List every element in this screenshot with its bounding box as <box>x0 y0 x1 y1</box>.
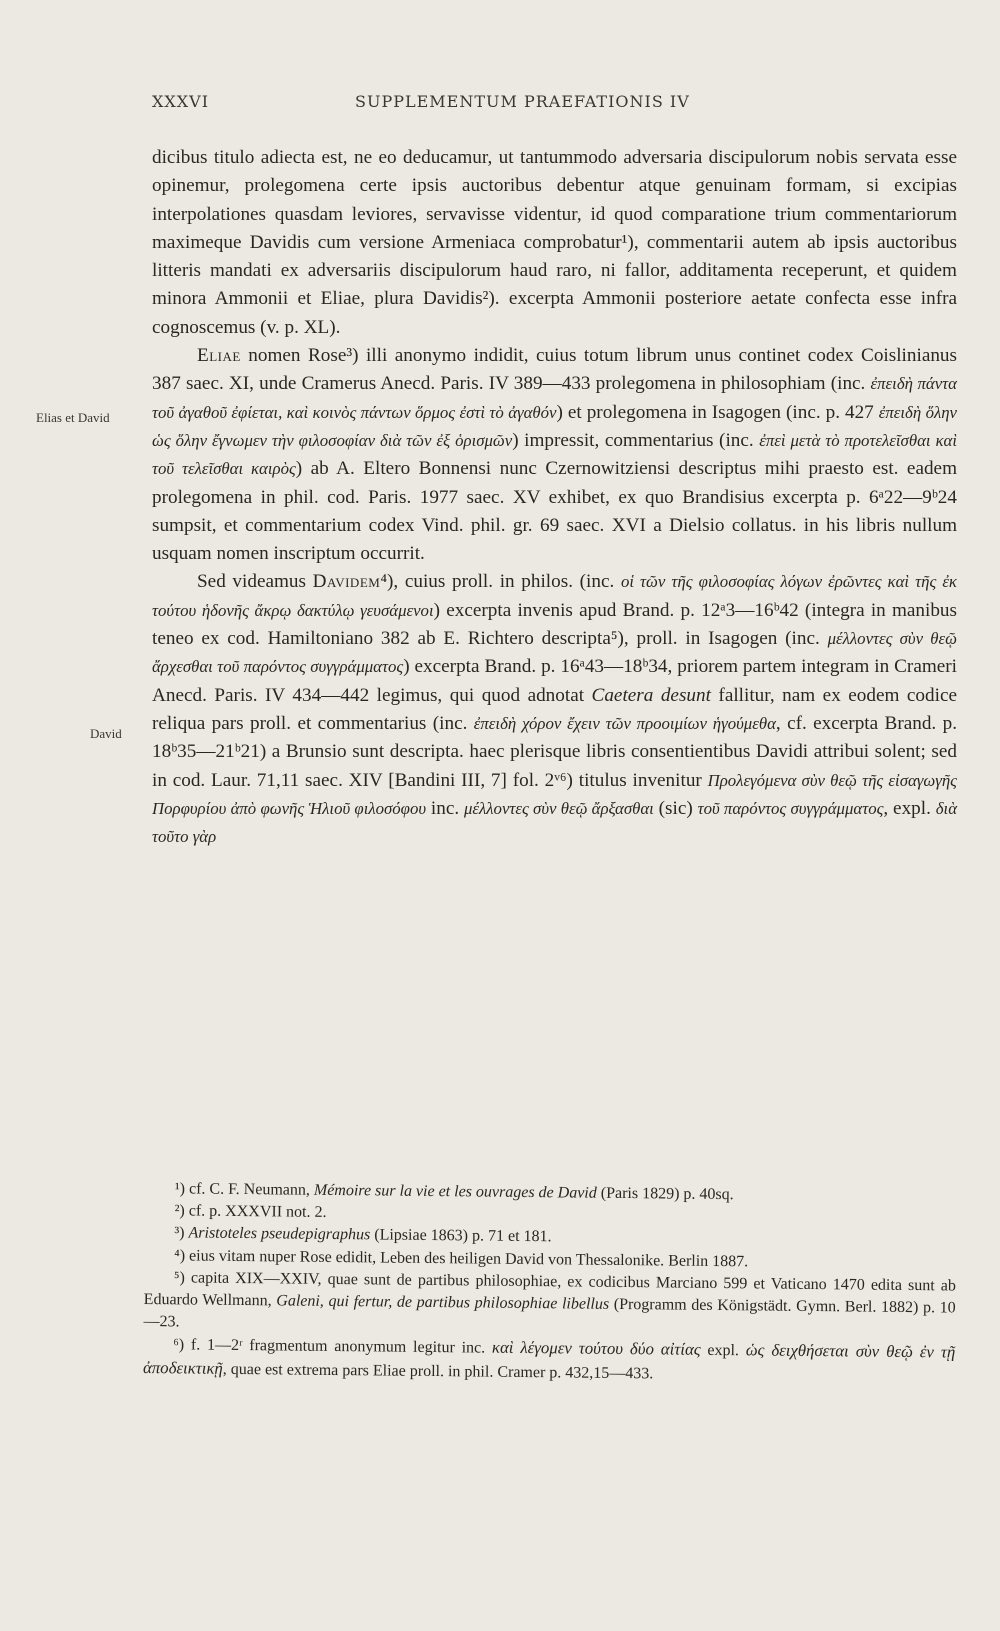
greek-quote: μέλλοντες σὺν θεῷ ἄρξασθαι <box>463 798 654 818</box>
greek-quote: μέλλοντες σὺν θεῷ ἄρχεσθαι τοῦ παρόντος συγγράμματος <box>152 629 957 677</box>
paragraph-1: dicibus titulo adiecta est, ne eo deducamur, ut tantummodo adversaria discipulorum nobis servata esse opinemur, prolegomena certe ipsis auctoribus debentur atque genuinam formam, si excipias interpolationes quasdam leviores, servavisse videntur, id quod comparatione trium commentariorum maximeque Davidis cum versione Armeniaca comprobatur¹), commentarii autem ab ipsis auctoribus litteris mandati ex adversariis discipulorum haud raro, ni fallor, additamenta receperunt, et quidem minora Ammonii et Eliae, plura Davidis²). excerpta Ammonii posteriore aetate confecta esse infra cognoscemus (v. p. XL). <box>152 147 957 338</box>
footnote-2: ²) cf. p. XXXVII not. 2. <box>174 1202 327 1222</box>
margin-note-elias-david: Elias et David <box>36 410 110 425</box>
greek-quote: ἐπειδὴ πάντα τοῦ ἀγαθοῦ ἐφίεται, καὶ κοινὸς πάντων ὅρμος ἐστὶ τὸ ἀγαθόν <box>152 374 957 422</box>
footnote-5: ⁵) capita XIX—XXIV, quae sunt de partibus philosophiae, ex codicibus Marciano 599 et Vaticano 1470 edita sunt ab Eduardo Wellmann, Galeni, qui fertur, de partibus philosophiae libellus (Programm des Königstädt. Gymn. Berl. 1882) p. 10—23. <box>143 1269 957 1331</box>
paragraph-3: Sed videamus Davidem⁴), cuius proll. in philos. (inc. οἱ τῶν τῆς φιλοσοφίας λόγων ἐρῶντες καὶ τῆς ἐκ τούτου ἡδονῆς ἄκρῳ δακτύλῳ γευσάμενοι) excerpta invenis apud Brand. p. 12ᵃ3—16ᵇ42 (integra in manibus teneo ex cod. Hamiltoniano 382 ab E. Richtero descripta⁵), proll. in Isagogen (inc. μέλλοντες σὺν θεῷ ἄρχεσθαι τοῦ παρόντος συγγράμματος) excerpta Brand. p. 16ᵃ43—18ᵇ34, priorem partem integram in Crameri Anecd. Paris. IV 434—442 legimus, qui quod adnotat Caetera desunt fallitur, nam ex eodem codice reliqua pars proll. et commentarius (inc. ἐπειδὴ χόρον ἔχειν τῶν προοιμίων ἡγούμεθα, cf. excerpta Brand. p. 18ᵇ35—21ᵇ21) a Brunsio sunt descripta. haec plerisque libris consentientibus Davidi attribui solent; sed in cod. Laur. 71,11 saec. XIV [Bandini III, 7] fol. 2ᵛ⁶) titulus invenitur Προλεγόμενα σὺν θεῷ τῆς εἰσαγωγῆς Πορφυρίου ἀπὸ φωνῆς Ἡλιοῦ φιλοσόφου inc. μέλλοντες σὺν θεῷ ἄρξασθαι (sic) τοῦ παρόντος συγγράμματος, expl. διὰ τοῦτο γὰρ <box>152 571 958 847</box>
greek-quote: ἐπειδὴ ὅλην ὡς ὅλην ἔγνωμεν τὴν φιλοσοφίαν διὰ τῶν ἐξ ὁρισμῶν <box>152 402 957 450</box>
greek-quote: τοῦ παρόντος συγγράμματος <box>697 798 884 818</box>
paragraph-2: Eliae nomen Rose³) illi anonymo indidit, cuius totum librum unus continet codex Coislinianus 387 saec. XI, unde Cramerus Anecd. Paris. IV 389—433 prolegomena in philosophiam (inc. ἐπειδὴ πάντα τοῦ ἀγαθοῦ ἐφίεται, καὶ κοινὸς πάντων ὅρμος ἐστὶ τὸ ἀγαθόν) et prolegomena in Isagogen (inc. p. 427 ἐπειδὴ ὅλην ὡς ὅλην ἔγνωμεν τὴν φιλοσοφίαν διὰ τῶν ἐξ ὁρισμῶν) impressit, commentarius (inc. ἐπεὶ μετὰ τὸ προτελεῖσθαι καὶ τοῦ τελεῖσθαι καιρὸς) ab A. Eltero Bonnensi nunc Czernowitziensi descriptus mihi praesto est. eadem prolegomena in phil. cod. Paris. 1977 saec. XV exhibet, ex quo Brandisius excerpta p. 6ᵃ22—9ᵇ24 sumpsit, et commentarium codex Vind. phil. gr. 69 saec. XVI a Dielsio collatus. in his libris nullum usquam nomen inscriptum occurrit. <box>152 345 957 565</box>
page-number: XXXVI <box>152 92 210 111</box>
footnote-1: ¹) cf. C. F. Neumann, Mémoire sur la vie et les ouvrages de David (Paris 1829) p. 40sq. <box>174 1180 734 1204</box>
greek-quote: Προλεγόμενα σὺν θεῷ τῆς εἰσαγωγῆς Πορφυρίου ἀπὸ φωνῆς Ἡλιοῦ φιλοσόφου <box>152 770 957 818</box>
lemma-davidem: Davidem <box>312 571 381 593</box>
footnote-6: ⁶) f. 1—2ʳ fragmentum anonymum legitur inc. καὶ λέγομεν τούτου δύο αἰτίας expl. ὡς δειχθήσεται σὺν θεῷ ἐν τῇ ἀποδεικτικῇ, quae est extrema pars Eliae proll. in phil. Cramer p. 432,15—433. <box>142 1336 956 1382</box>
footnotes <box>143 1178 957 1388</box>
greek-quote: οἱ τῶν τῆς φιλοσοφίας λόγων ἐρῶντες καὶ τῆς ἐκ τούτου ἡδονῆς ἄκρῳ δακτύλῳ γευσάμενοι <box>152 572 957 620</box>
greek-quote: ἐπειδὴ χόρον ἔχειν τῶν προοιμίων ἡγούμεθα <box>473 713 776 733</box>
footnote-3: ³) Aristoteles pseudepigraphus (Lipsiae 1863) p. 71 et 181. <box>174 1224 552 1246</box>
main-text <box>152 144 957 851</box>
footnote-4: ⁴) eius vitam nuper Rose edidit, Leben des heiligen David von Thessalonike. Berlin 1887. <box>174 1246 749 1270</box>
running-title: SUPPLEMENTUM PRAEFATIONIS IV <box>355 92 690 111</box>
greek-quote: ἐπεὶ μετὰ τὸ προτελεῖσθαι καὶ τοῦ τελεῖσθαι καιρὸς <box>152 430 957 479</box>
greek-quote: διὰ τοῦτο γὰρ <box>152 798 958 847</box>
margin-note-david: David <box>90 726 122 741</box>
lemma-eliae: Eliae <box>197 345 241 367</box>
italic-quote: Caetera desunt <box>591 684 711 706</box>
